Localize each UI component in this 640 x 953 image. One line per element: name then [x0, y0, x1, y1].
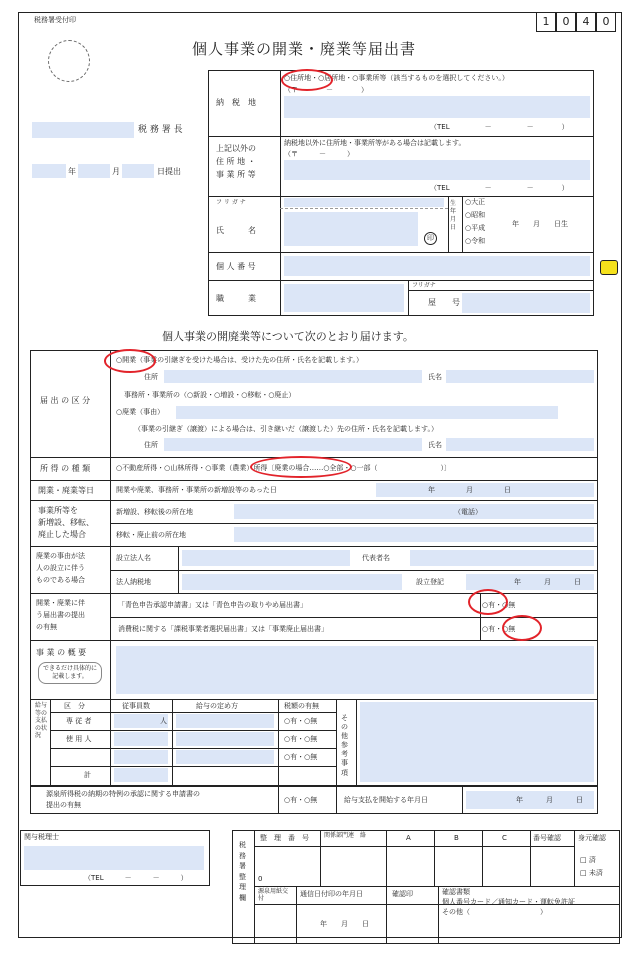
highlight-blue-yes: [468, 589, 508, 615]
tax-accountant-tel: （TEL － － ）: [84, 874, 188, 882]
seal-mark: 印: [424, 232, 437, 245]
blue-return-yesno-2[interactable]: ○有・○無: [482, 625, 516, 633]
other-address-label-3: 事 業 所 等: [216, 170, 256, 179]
phone-label: （電話）: [454, 508, 482, 516]
salary-start-label: 給与支払を開始する年月日: [344, 796, 428, 804]
incorp-label-2: 人の設立に伴う: [36, 564, 85, 572]
salary-row-total: 計: [84, 771, 91, 779]
relocation-label-1: 事業所等を: [38, 506, 78, 515]
id-check-done[interactable]: □ 済: [580, 856, 596, 864]
income-type-options[interactable]: ○不動産所得・○山林所得・○事業（農業）所得〔廃業の場合……○全部・○一部（ ）〕: [116, 464, 452, 472]
office-h-c: C: [502, 834, 507, 842]
old-location-field[interactable]: [234, 527, 594, 542]
memo-icon[interactable]: [600, 260, 618, 275]
blue-return-label-1: 開業・廃業に伴: [36, 599, 85, 607]
other-address-note: 納税地以外に住所地・事業所等がある場合は記載します。: [284, 139, 466, 147]
salary-method-3[interactable]: [176, 750, 274, 764]
personal-number-field[interactable]: [284, 256, 590, 276]
start-day: 日: [576, 796, 583, 804]
salary-start-field[interactable]: [466, 791, 594, 809]
close-name-label: 氏名: [428, 441, 442, 449]
open-option[interactable]: ○開業（事業の引継ぎを受けた場合は、受けた先の住所・氏名を記載します。）: [116, 356, 364, 364]
tax-place-options[interactable]: ○住所地・○居所地・○事業所等（該当するものを選択してください。）: [284, 74, 509, 82]
office-h-id-check: 身元確認: [578, 834, 606, 842]
personal-number-label: 個 人 番 号: [216, 262, 256, 271]
blue-return-label-3: の有無: [36, 623, 57, 631]
month-label: 月: [112, 167, 120, 176]
blue-return-yesno-1[interactable]: ○有・○無: [482, 601, 516, 609]
name-furigana-label: フ リ ガ ナ: [216, 199, 246, 206]
trade-name-field[interactable]: [462, 293, 590, 313]
relocation-label-3: 廃止した場合: [38, 530, 86, 539]
tax-place-zip: （〒 － ）: [284, 86, 368, 94]
blue-return-row2: 消費税に関する「課税事業者選択届出書」又は「事業廃止届出書」: [118, 625, 328, 633]
open-date-year: 年: [428, 486, 435, 494]
other-address-zip: （〒 － ）: [284, 150, 354, 158]
open-address-label: 住所: [144, 373, 158, 381]
form-code-1: 1: [536, 12, 556, 32]
summary-label: 事 業 の 概 要: [36, 648, 87, 657]
open-name-label: 氏名: [428, 373, 442, 381]
office-h-dept: 関係部門連 絡: [324, 832, 367, 839]
other-ref-field[interactable]: [360, 702, 594, 782]
form-subtitle: 個人事業の開廃業等について次のとおり届けます。: [162, 330, 414, 343]
new-location-label: 新増設、移転後の所在地: [116, 508, 193, 516]
tax-office-field[interactable]: [32, 122, 134, 138]
form-code-2: 0: [556, 12, 576, 32]
registration-label: 設立登記: [416, 578, 444, 586]
occupation-field[interactable]: [284, 284, 404, 312]
name-field[interactable]: [284, 212, 418, 246]
office-r-seal: 確認印: [392, 890, 413, 898]
salary-row-family: 専 従 者: [66, 717, 92, 725]
other-address-label-2: 住 所 地 ・: [216, 157, 256, 166]
birth-date: 年 月 日生: [512, 220, 568, 228]
incorp-label-1: 廃業の事由が法: [36, 552, 85, 560]
open-name-field[interactable]: [446, 370, 594, 383]
salary-tax-2[interactable]: ○有・○無: [284, 735, 318, 743]
open-date-text: 開業や廃業、事務所・事業所の新増設等のあった日: [116, 486, 277, 494]
income-type-label: 所 得 の 種 類: [40, 464, 91, 473]
other-address-field[interactable]: [284, 160, 590, 180]
tax-place-tel: （TEL － － ）: [430, 123, 569, 131]
era-showa[interactable]: ○昭和: [465, 211, 486, 219]
highlight-business-income: [250, 456, 352, 478]
office-r-date: 通信日付印の年月日: [300, 890, 363, 898]
highlight-residence: [281, 69, 333, 91]
old-location-label: 移転・廃止前の所在地: [116, 531, 186, 539]
office-r-ymd: 年 月 日: [320, 920, 369, 928]
salary-method-1[interactable]: [176, 714, 274, 728]
form-code-4: 0: [596, 12, 616, 32]
close-address-field[interactable]: [164, 438, 422, 451]
corp-address-field[interactable]: [182, 574, 402, 590]
tax-accountant-field[interactable]: [24, 846, 204, 870]
new-location-field[interactable]: [234, 504, 594, 519]
relocation-label-2: 新増設、移転、: [38, 518, 94, 527]
submit-label: 日提出: [157, 167, 181, 176]
trade-name-label: 屋 号: [428, 298, 460, 307]
reg-year: 年: [514, 578, 521, 586]
tax-office-suffix: 税 務 署 長: [138, 125, 183, 135]
salary-count-2[interactable]: [114, 732, 168, 746]
office-r-other: その他（ ）: [442, 908, 547, 916]
close-address-label: 住所: [144, 441, 158, 449]
other-address-tel: （TEL － － ）: [430, 184, 569, 192]
stamp-label: 税務署受付印: [34, 16, 76, 24]
close-reason-field[interactable]: [176, 406, 558, 419]
year-label: 年: [68, 167, 76, 176]
open-date-day: 日: [504, 486, 511, 494]
era-heisei[interactable]: ○平成: [465, 224, 486, 232]
salary-side-label: 給与等の支払の状況: [35, 702, 48, 739]
blue-return-label-2: う届出書の提出: [36, 611, 85, 619]
office-use-side: 税務署整理欄: [239, 841, 246, 902]
other-address-label-1: 上記以外の: [216, 144, 256, 153]
tax-accountant-label: 関与税理士: [24, 833, 59, 841]
submit-day-field[interactable]: [122, 164, 154, 178]
close-name-field[interactable]: [446, 438, 594, 451]
close-option[interactable]: ○廃業（事由）: [116, 408, 165, 416]
open-address-field[interactable]: [164, 370, 422, 383]
form-title: 個人事業の開業・廃業等届出書: [192, 40, 417, 58]
submit-month-field[interactable]: [78, 164, 110, 178]
blue-return-row1: 「青色申告承認申請書」又は「青色申告の取りやめ届出書」: [118, 601, 307, 609]
salary-tax-1[interactable]: ○有・○無: [284, 717, 318, 725]
start-month: 月: [546, 796, 553, 804]
highlight-consumption-no: [502, 615, 542, 641]
tax-place-address-field[interactable]: [284, 96, 590, 118]
office-h-number-check: 番号確認: [533, 834, 561, 842]
office-h-number: 整 理 番 号: [260, 834, 309, 842]
office-code: 0: [258, 875, 263, 883]
salary-col-count: 従事員数: [122, 702, 150, 710]
salary-row-employee: 使 用 人: [66, 735, 92, 743]
office-change-options[interactable]: 事務所・事業所の（○新設・○増設・○移転・○廃止）: [124, 391, 296, 399]
office-r-doc-list: 個人番号カード／通知カード・運転免許証: [442, 898, 575, 906]
summary-note: できるだけ具体的に記載します。: [38, 662, 102, 684]
salary-count-total[interactable]: [114, 768, 168, 782]
withholding-text-1: 源泉所得税の納期の特例の承認に関する申請書の: [46, 790, 200, 798]
open-date-label: 開業・廃業等日: [38, 486, 94, 495]
salary-tax-3[interactable]: ○有・○無: [284, 753, 318, 761]
corp-name-label: 設立法人名: [116, 554, 151, 562]
office-r-docs: 確認書類: [442, 888, 470, 896]
salary-col-method: 給与の定め方: [196, 702, 238, 710]
occupation-label: 職 業: [216, 294, 256, 303]
person-unit: 人: [160, 717, 167, 725]
era-taisho[interactable]: ○大正: [465, 198, 486, 206]
office-h-a: A: [406, 834, 411, 842]
tax-place-label: 納 税 地: [216, 98, 256, 107]
highlight-open: [104, 349, 156, 373]
office-r-form: 源泉用紙交 付: [258, 888, 295, 903]
close-note: （事業の引継ぎ（譲渡）による場合は、引き継いだ（譲渡した）先の住所・氏名を記載します。）: [134, 425, 438, 433]
incorp-label-3: ものである場合: [36, 576, 85, 584]
office-use-box: [232, 830, 620, 944]
other-ref-label: その他参考事項: [341, 714, 348, 777]
corp-address-label: 法人納税地: [116, 578, 151, 586]
era-reiwa[interactable]: ○令和: [465, 237, 486, 245]
summary-field[interactable]: [116, 646, 594, 694]
reg-month: 月: [544, 578, 551, 586]
withholding-text-2: 提出の有無: [46, 801, 81, 809]
receipt-stamp-circle: [48, 40, 90, 82]
notice-type-label: 届 出 の 区 分: [40, 396, 91, 405]
submit-year-field[interactable]: [32, 164, 66, 178]
id-check-notdone[interactable]: □ 未済: [580, 869, 603, 877]
salary-col-tax: 税額の有無: [284, 702, 319, 710]
name-label: 氏 名: [216, 226, 256, 235]
open-date-field[interactable]: [376, 483, 594, 497]
salary-col-category: 区 分: [64, 702, 85, 710]
birth-label: 生年月日: [450, 200, 457, 232]
representative-field[interactable]: [410, 550, 594, 566]
trade-furigana-label: フリガナ: [412, 282, 436, 289]
salary-method-2[interactable]: [176, 732, 274, 746]
corp-name-field[interactable]: [182, 550, 350, 566]
office-h-b: B: [454, 834, 459, 842]
name-furigana-field[interactable]: [284, 198, 444, 207]
withholding-yesno[interactable]: ○有・○無: [284, 796, 318, 804]
salary-count-3[interactable]: [114, 750, 168, 764]
reg-day: 日: [574, 578, 581, 586]
open-date-month: 月: [466, 486, 473, 494]
representative-label: 代表者名: [362, 554, 390, 562]
form-code-3: 4: [576, 12, 596, 32]
start-year: 年: [516, 796, 523, 804]
